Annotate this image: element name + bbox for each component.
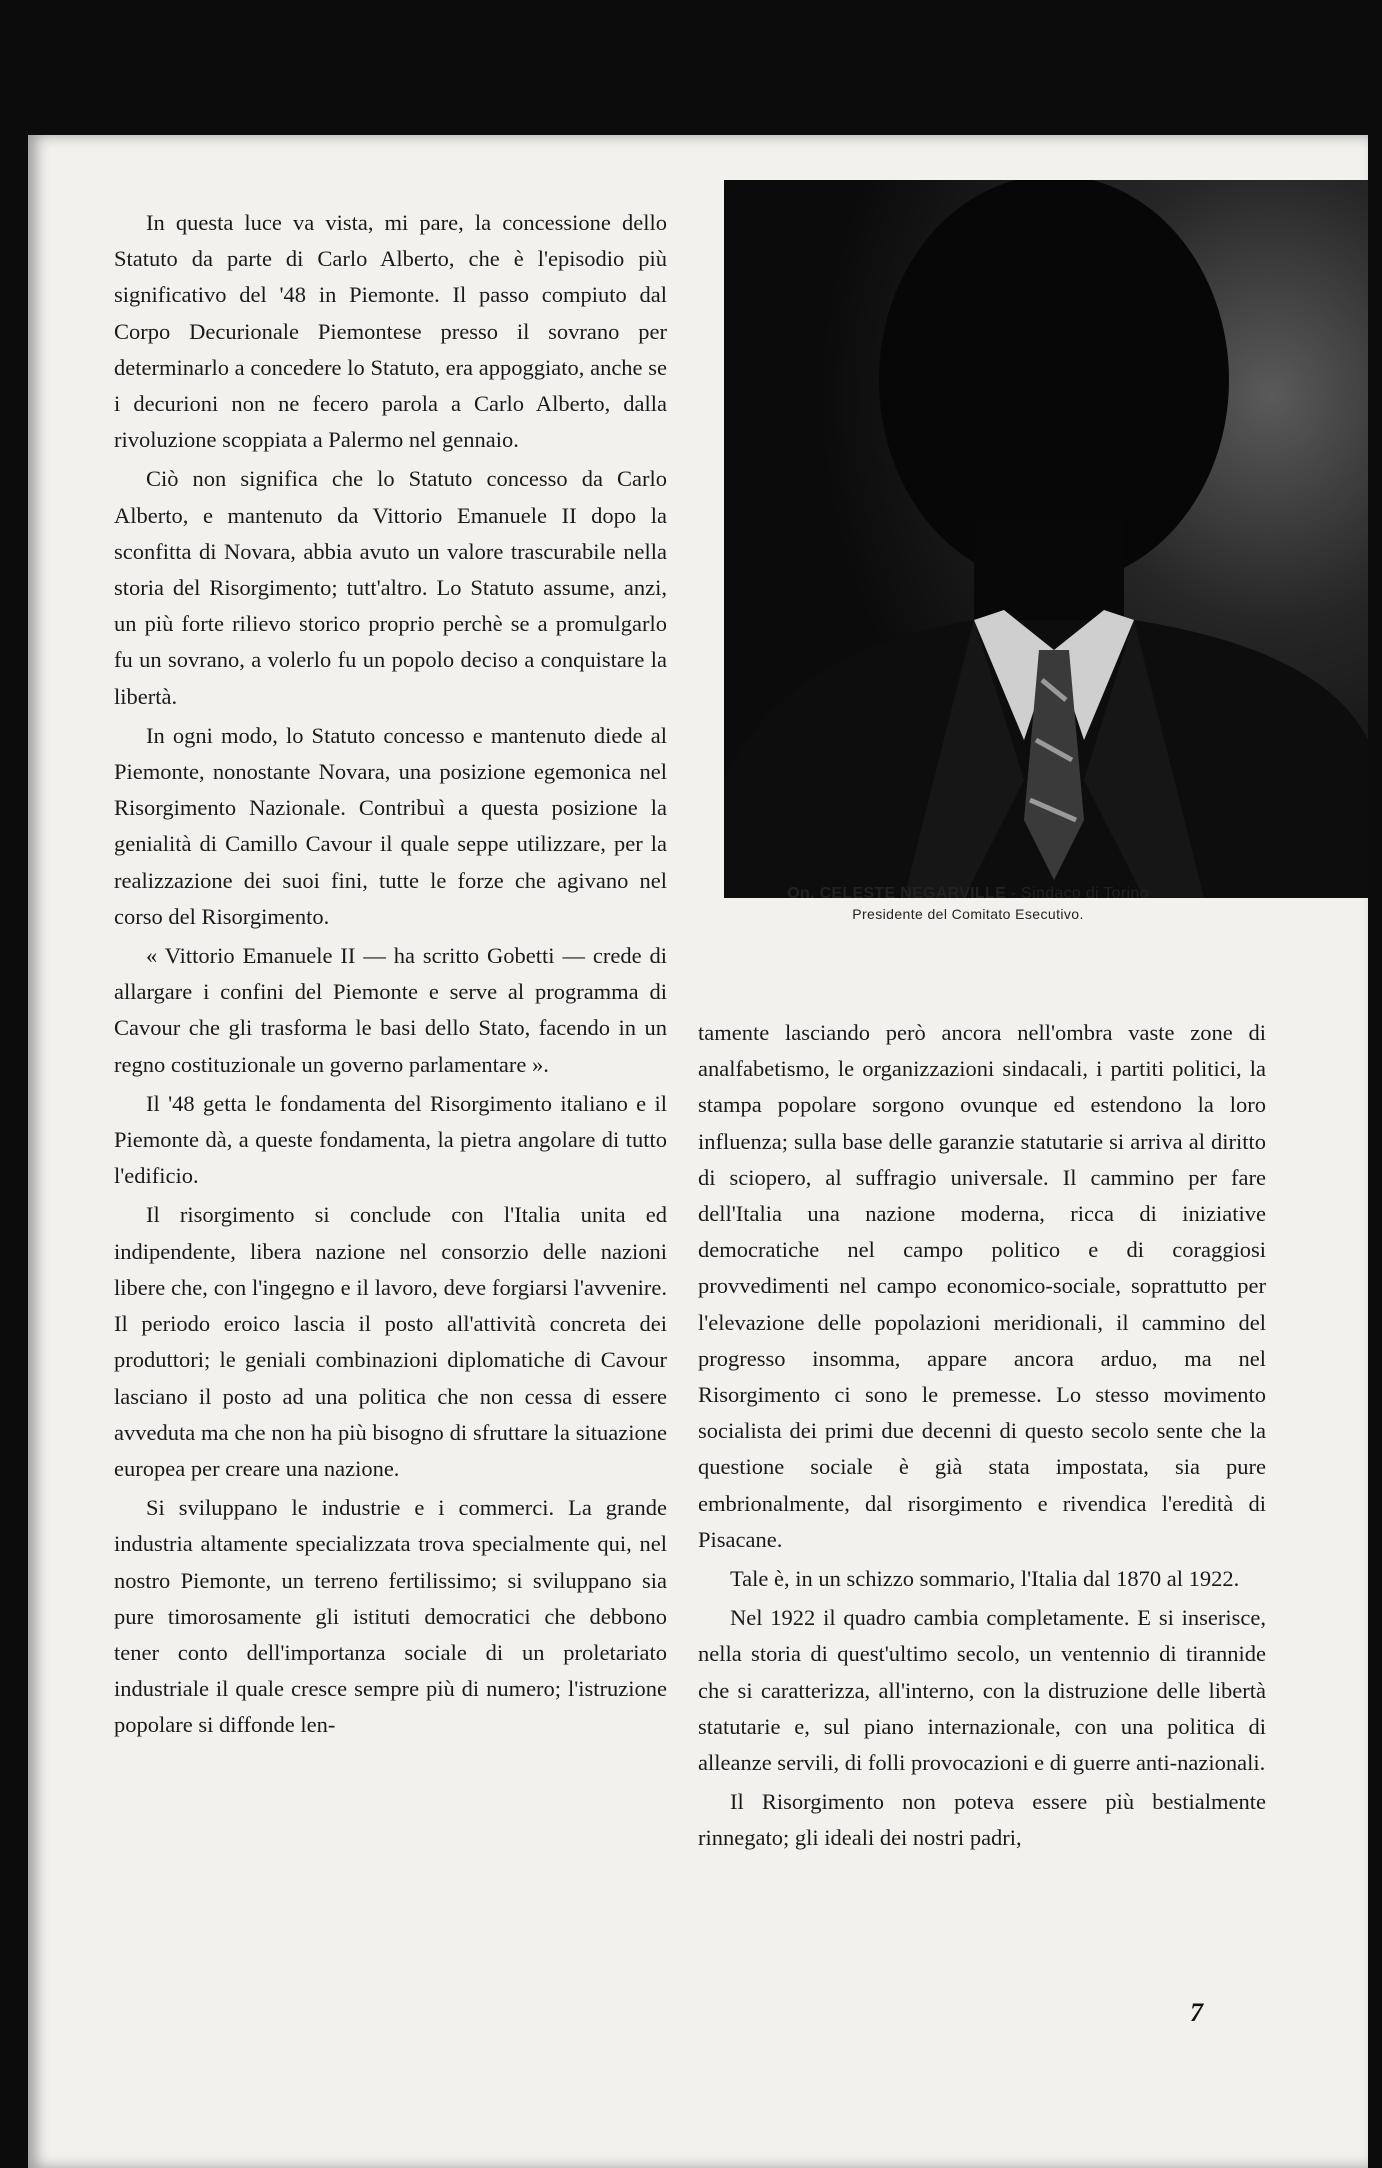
paragraph: Tale è, in un schizzo sommario, l'Italia dal 1870 al 1922. xyxy=(730,1566,1240,1592)
caption-role: - Sindaco di Torino xyxy=(1006,885,1149,902)
paragraph: Il risorgimento si conclude con l'Italia unita ed indipendente, libera nazione nel consorzio delle nazioni libere che, con l'ingegno e il lavoro, deve forgiarsi l'avvenire. Il periodo eroico lascia il posto all'attività concreta dei produttori; le geniali combinazioni diplomatiche di Cavour lasciano il posto ad una politica che non cessa di essere avveduta ma che non ha più bisogno di sfruttare la situazione europea per creare una nazione. xyxy=(114,1202,667,1481)
page-number: 7 xyxy=(1190,1998,1203,2027)
paragraph: Ciò non significa che lo Statuto concesso da Carlo Alberto, e mantenuto da Vittorio Emanuele II dopo la sconfitta di Novara, abbia avuto un valore trascurabile nella storia del Risorgimento; tutt'altro. Lo Statuto assume, anzi, un più forte rilievo storico proprio perchè se a promulgarlo fu un sovrano, a volerlo fu un popolo deciso a conquistare la libertà. xyxy=(114,466,667,709)
caption-line-2: Presidente del Comitato Esecutivo. xyxy=(852,906,1084,922)
photo-caption xyxy=(668,883,1268,925)
portrait-illustration xyxy=(724,180,1368,898)
scan-border-right xyxy=(1368,0,1382,2168)
scan-border-left xyxy=(0,0,28,2168)
scan-border-top xyxy=(0,0,1382,150)
caption-line-1 xyxy=(668,883,1268,904)
paragraph: Il Risorgimento non poteva essere più bestialmente rinnegato; gli ideali dei nostri padri, xyxy=(698,1789,1266,1851)
paragraph: Si sviluppano le industrie e i commerci. La grande industria altamente specializzata trova specialmente qui, nel nostro Piemonte, un terreno fertilissimo; si sviluppano sia pure timorosamente gli istituti democratici che debbono tener conto dell'importanza sociale di un proletariato industriale il quale cresce sempre più di numero; l'istruzione popolare si diffonde len- xyxy=(114,1495,667,1738)
text-column-right xyxy=(698,1015,1266,1860)
text-column-left xyxy=(114,205,667,1747)
paragraph: In ogni modo, lo Statuto concesso e mantenuto diede al Piemonte, nonostante Novara, una posizione egemonica nel Risorgimento Nazionale. Contribuì a questa posizione la genialità di Camillo Cavour il quale seppe utilizzare, per la realizzazione dei suoi fini, tutte le forze che agivano nel corso del Risorgimento. xyxy=(114,722,667,929)
portrait-photo xyxy=(724,180,1368,898)
paragraph: In questa luce va vista, mi pare, la concessione dello Statuto da parte di Carlo Alberto, che è l'episodio più significativo del '48 in Piemonte. Il passo compiuto dal Corpo Decurionale Piemontese presso il sovrano per determinarlo a concedere lo Statuto, era appoggiato, anche se i decurioni non ne fecero parola a Carlo Alberto, dalla rivoluzione scoppiata a Palermo nel gennaio. xyxy=(114,210,667,453)
paragraph: tamente lasciando però ancora nell'ombra vaste zone di analfabetismo, le organizzazioni sindacali, i partiti politici, la stampa popolare sorgono ovunque ed estendono la loro influenza; sulla base delle garanzie statutarie si arriva al diritto di sciopero, al suffragio universale. Il cammino per fare dell'Italia una nazione moderna, ricca di iniziative democratiche nel campo politico e di coraggiosi provvedimenti nel campo economico-sociale, soprattutto per l'elevazione delle popolazioni meridionali, il cammino del progresso insomma, appare ancora arduo, ma nel Risorgimento ci sono le premesse. Lo stesso movimento socialista dei primi due decenni di questo secolo sente che la questione sociale è già stata impostata, sia pure embrionalmente, dal risorgimento e rivendica l'eredità di Pisacane. xyxy=(698,1020,1266,1552)
paragraph: Il '48 getta le fondamenta del Risorgimento italiano e il Piemonte dà, a queste fondamenta, la pietra angolare di tutto l'edificio. xyxy=(114,1090,667,1189)
caption-name: On. CELESTE NEGARVILLE xyxy=(787,885,1007,902)
paragraph: Nel 1922 il quadro cambia completamente. E si inserisce, nella storia di quest'ultimo secolo, un ventennio di tirannide che si caratterizza, all'interno, con la distruzione delle libertà statutarie e, sul piano internazionale, con una politica di alleanze servili, di folli provocazioni e di guerre anti-nazionali. xyxy=(698,1605,1266,1776)
document-page xyxy=(28,135,1368,2168)
paragraph: « Vittorio Emanuele II — ha scritto Gobetti — crede di allargare i confini del Piemonte e serve al programma di Cavour che gli trasforma le basi dello Stato, facendo in un regno costituzionale un governo parlamentare ». xyxy=(114,943,667,1077)
